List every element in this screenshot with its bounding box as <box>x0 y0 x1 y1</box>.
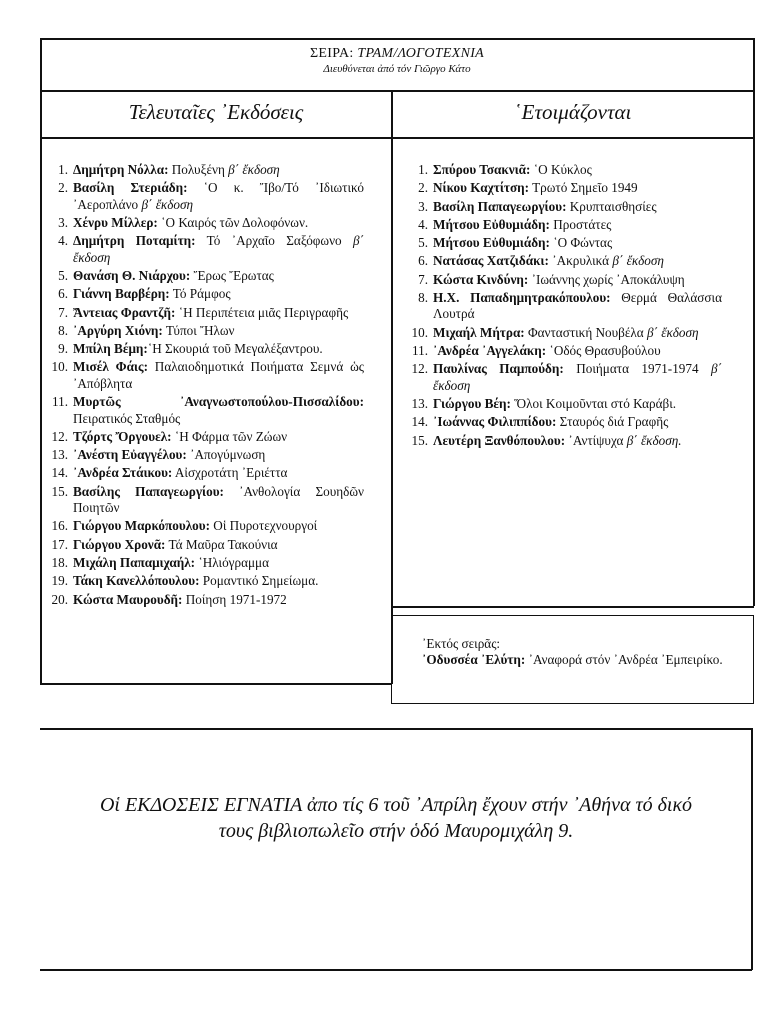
item-number: 9. <box>58 341 68 357</box>
item-author: Δημήτρη Ποταμίτη: <box>73 233 196 249</box>
series-name: ΤΡΑΜ/ΛΟΓΟΤΕΧΝΙΑ <box>357 46 485 61</box>
item-number: 20. <box>51 591 68 607</box>
item-number: 8. <box>418 290 428 306</box>
item-title: ῾Ο κ. Ἴβο/Τό ᾿Ιδιωτικό ᾿Αεροπλάνο <box>73 180 364 212</box>
subheader-divider-line <box>40 137 754 139</box>
list-item <box>40 305 364 321</box>
item-title: ῾Ο Κύκλος <box>530 162 592 177</box>
item-author: Μιχαήλ Μήτρα: <box>433 324 525 340</box>
item-author: Η.Χ. Παπαδημητρακόπουλου: <box>433 290 611 306</box>
item-title: ᾿Απογύμνωση <box>186 447 266 463</box>
item-title: Προστάτες <box>549 216 612 232</box>
item-title: ᾿Ανθολογία Σουηδῶν Ποιητῶν <box>73 483 364 516</box>
item-author: Κώστα Μαυρουδῆ: <box>73 591 183 607</box>
out-of-series-note <box>422 636 742 668</box>
item-number: 13. <box>51 447 68 463</box>
list-item <box>400 180 722 196</box>
list-item <box>40 323 364 339</box>
item-number: 3. <box>58 215 68 230</box>
item-author: Δημήτρη Νόλλα: <box>73 162 169 177</box>
item-number: 4. <box>418 216 428 232</box>
list-item <box>40 465 364 481</box>
item-number: 19. <box>51 573 68 589</box>
list-item <box>400 217 722 233</box>
item-title: Τό Ράμφος <box>169 286 231 302</box>
list-item <box>40 592 364 608</box>
item-number: 12. <box>51 428 68 444</box>
item-number: 1. <box>58 162 68 177</box>
list-item <box>40 233 364 266</box>
bookstore-announcement: Οἱ ΕΚΔΟΣΕΙΣ ΕΓΝΑΤΙΑ ἀπο τίς 6 τοῦ ᾿Απρίλη ἔχουν στήν ᾿Αθήνα τό δικό τους βιβλιοπωλεῖο στήν ὁδό Μαυρομιχάλη 9. <box>99 794 693 842</box>
item-number: 17. <box>51 536 68 552</box>
item-author: ᾿Ανέστη Εὐαγγέλου: <box>73 447 187 463</box>
item-author: Γιώργου Χρονᾶ: <box>73 536 166 552</box>
item-title: ῾Η Περιπέτεια μιᾶς Περιγραφῆς <box>175 304 349 320</box>
item-number: 5. <box>58 268 68 283</box>
item-title: Ποιήματα 1971-1974 <box>563 361 712 377</box>
item-title: Τό ᾿Αρχαῖο Σαξόφωνο <box>195 233 354 249</box>
list-item <box>400 235 722 251</box>
out-of-series-label: ᾿Εκτός σειρᾶς: <box>422 636 501 651</box>
item-number: 10. <box>51 359 68 375</box>
item-title: ῾Ο Φώντας <box>549 235 613 251</box>
item-title: Τά Μαῦρα Τακούνια <box>165 536 278 552</box>
item-author: Μήτσου Εὐθυμιάδη: <box>433 216 550 232</box>
item-author: Τάκη Κανελλόπουλου: <box>73 573 200 589</box>
item-author: Μπίλη Βέμη: <box>73 341 148 357</box>
item-number: 7. <box>418 271 428 287</box>
series-title <box>40 46 754 62</box>
item-title: Ρομαντικό Σημείωμα. <box>199 573 319 589</box>
item-author: Γιώργου Μαρκόπουλου: <box>73 518 210 534</box>
item-author: Σπύρου Τσακνιᾶ: <box>433 162 531 177</box>
item-edition: β΄ ἔκδοση <box>141 196 194 212</box>
item-author: Θανάση Θ. Νιάρχου: <box>73 268 191 283</box>
list-item <box>40 518 364 534</box>
item-author: Βασίλης Παπαγεωργίου: <box>73 483 224 499</box>
item-author: ᾿Ανδρέα Στάικου: <box>73 465 173 481</box>
item-number: 12. <box>411 361 428 377</box>
item-title: Οἱ Πυροτεχνουργοί <box>210 518 318 534</box>
item-title: ῾Ηλιόγραμμα <box>195 555 270 571</box>
item-edition: β΄ ἔκδοση <box>612 253 664 269</box>
announcement-top-rule <box>40 728 752 730</box>
list-item <box>40 180 364 213</box>
item-number: 14. <box>411 414 428 430</box>
list-item <box>40 268 364 284</box>
item-title: ῾Η Σκουριά τοῦ Μεγαλέξαντρου. <box>147 341 323 357</box>
series-label: ΣΕΙΡΑ: <box>309 46 358 61</box>
list-item <box>400 325 722 341</box>
out-of-series-author: ᾿Οδυσσέα ᾿Ελύτη: <box>422 652 526 667</box>
item-edition: β΄ ἔκδοση <box>73 233 364 265</box>
list-item <box>40 341 364 357</box>
item-title: Αἰσχροτάτη ᾿Εριέττα <box>172 465 288 481</box>
item-number: 5. <box>418 235 428 251</box>
list-item <box>40 394 364 427</box>
item-author: ᾿Ανδρέα ᾿Αγγελάκη: <box>433 343 547 359</box>
item-title: ᾿Αντίψυχα <box>565 432 627 448</box>
item-title: Πολυξένη <box>168 162 229 177</box>
item-author: Παυλίνας Παμπούδη: <box>433 361 564 377</box>
left-column-heading: Τελευταῖες ᾿Εκδόσεις <box>128 100 304 124</box>
series-editor: Διευθύνεται ἀπό τόν Γιῶργο Κάτο <box>323 63 471 75</box>
item-author: Γιώργου Βέη: <box>433 396 511 412</box>
item-author: Μυρτῶς ᾿Αναγνωστοπούλου-Πισσαλίδου: <box>73 394 364 410</box>
list-item <box>40 484 364 517</box>
item-edition: β΄ ἔκδοση <box>647 324 699 340</box>
list-item <box>400 253 722 269</box>
item-number: 10. <box>411 324 428 340</box>
item-title: ᾿Ιωάννης χωρίς ᾿Αποκάλυψη <box>528 271 685 287</box>
item-author: ᾿Ιωάννας Φιλιππίδου: <box>433 414 557 430</box>
item-number: 11. <box>412 343 428 359</box>
item-title: Σταυρός διά Γραφῆς <box>556 414 669 430</box>
announcement-right-line <box>751 728 753 970</box>
item-number: 7. <box>58 304 68 320</box>
item-title: ῾Η Φάρμα τῶν Ζώων <box>171 428 288 444</box>
right-bottom-line <box>391 606 754 608</box>
item-number: 6. <box>58 286 68 302</box>
item-number: 18. <box>51 555 68 571</box>
list-item <box>40 162 364 178</box>
item-title: Τύποι Ἤλων <box>162 322 235 338</box>
item-author: Λευτέρη Ξανθόπουλου: <box>433 432 566 448</box>
item-number: 1. <box>418 162 428 177</box>
list-item <box>40 537 364 553</box>
list-item <box>400 433 722 449</box>
item-number: 15. <box>411 432 428 448</box>
item-title: Τρωτό Σημεῖο 1949 <box>529 180 638 196</box>
item-author: Νατάσας Χατζιδάκι: <box>433 253 549 269</box>
item-number: 11. <box>52 394 68 410</box>
list-item <box>40 555 364 571</box>
item-title: ᾿Ακρυλικά <box>548 253 613 269</box>
item-title: ῾Οδός Θρασυβούλου <box>546 343 661 359</box>
item-number: 3. <box>418 198 428 214</box>
item-number: 2. <box>58 180 68 196</box>
list-item <box>40 359 364 392</box>
series-header <box>40 40 754 75</box>
list-item <box>40 286 364 302</box>
item-author: Νίκου Καχτίτση: <box>433 180 530 196</box>
item-edition: β΄ ἔκδοση <box>228 162 280 177</box>
item-author: Γιάννη Βαρβέρη: <box>73 286 170 302</box>
list-item <box>40 573 364 589</box>
list-item <box>400 414 722 430</box>
item-edition: β΄ ἔκδοση <box>433 361 722 393</box>
item-author: Μιχάλη Παπαμιχαήλ: <box>73 555 196 571</box>
item-author: Χένρυ Μίλλερ: <box>73 215 158 230</box>
list-item <box>40 215 364 231</box>
item-author: Μήτσου Εὐθυμιάδη: <box>433 235 550 251</box>
item-title: Πειρατικός Σταθμός <box>73 410 181 426</box>
item-author: Τζόρτς Ὄργουελ: <box>73 428 172 444</box>
item-author: Βασίλη Παπαγεωργίου: <box>433 198 567 214</box>
item-number: 15. <box>51 483 68 499</box>
recent-publications-list <box>40 162 364 610</box>
item-title: Φανταστική Νουβέλα <box>524 324 648 340</box>
item-author: Μισέλ Φάις: <box>73 359 148 375</box>
header-divider-line <box>40 90 754 92</box>
item-author: Κώστα Κινδύνη: <box>433 271 529 287</box>
item-author: ᾿Αργύρη Χιόνη: <box>73 322 163 338</box>
forthcoming-publications-list <box>400 162 722 451</box>
item-title: Κρυπταισθησίες <box>566 198 657 214</box>
item-number: 14. <box>51 465 68 481</box>
list-item <box>40 429 364 445</box>
item-author: Βασίλη Στεριάδη: <box>73 180 188 196</box>
item-number: 6. <box>418 253 428 269</box>
item-number: 8. <box>58 322 68 338</box>
item-number: 4. <box>58 233 68 249</box>
list-item <box>400 396 722 412</box>
list-item <box>400 290 722 323</box>
item-number: 13. <box>411 396 428 412</box>
item-title: Θερμά Θαλάσσια Λουτρά <box>433 290 722 322</box>
item-title: Ὅλοι Κοιμοῦνται στό Καράβι. <box>510 396 677 412</box>
list-item <box>400 272 722 288</box>
left-bottom-line <box>40 683 392 685</box>
item-number: 16. <box>51 518 68 534</box>
item-author: Ἄντειας Φραντζῆ: <box>73 304 176 320</box>
column-divider-line <box>391 90 393 684</box>
item-edition: β΄ ἔκδοση. <box>626 432 682 448</box>
item-title: Παλαιοδημοτικά Ποιήματα Σεμνά ὡς ᾿Απόβλητα <box>73 359 364 391</box>
item-number: 2. <box>418 180 428 196</box>
list-item <box>400 343 722 359</box>
item-title: Ἔρως Ἔρωτας <box>190 268 274 283</box>
list-item <box>40 447 364 463</box>
out-of-series-entry <box>422 652 742 668</box>
list-item <box>400 361 722 394</box>
right-column-heading: ῾Ετοιμάζονται <box>514 100 632 124</box>
item-title: Ποίηση 1971-1972 <box>182 591 287 607</box>
list-item <box>400 162 722 178</box>
list-item <box>400 199 722 215</box>
announcement-bottom-rule <box>40 969 752 971</box>
item-title: ῾Ο Καιρός τῶν Δολοφόνων. <box>157 215 309 230</box>
out-of-series-title: ᾿Αναφορά στόν ᾿Ανδρέα ᾿Εμπειρίκο. <box>525 652 723 667</box>
